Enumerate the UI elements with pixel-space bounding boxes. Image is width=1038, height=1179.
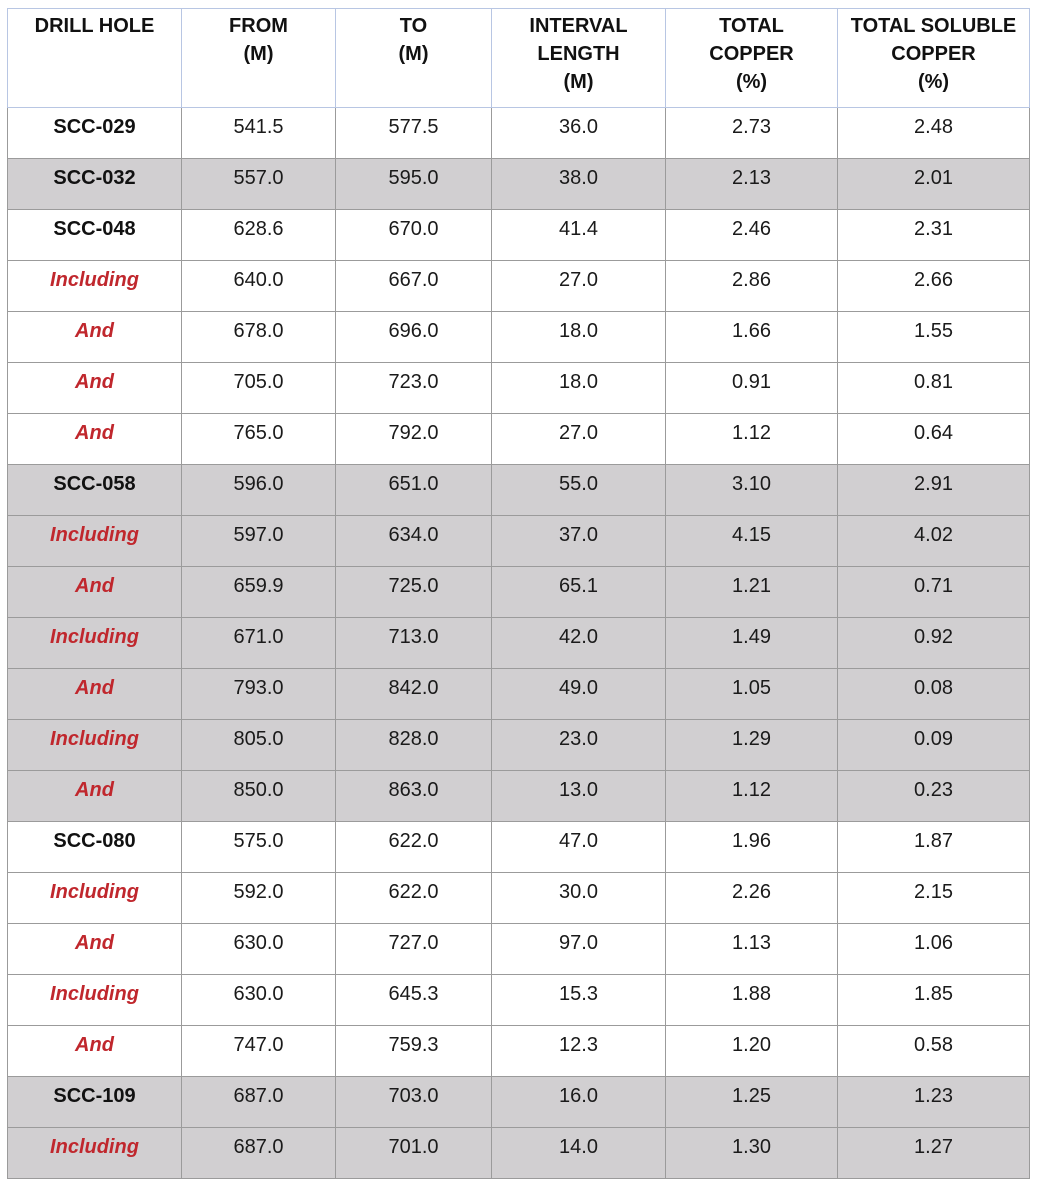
total-copper-cell: 1.05 [666, 669, 838, 720]
total-copper-cell: 2.13 [666, 159, 838, 210]
header-to: TO (M) [336, 9, 492, 108]
drill-hole-cell: SCC-032 [8, 159, 182, 210]
total-soluble-copper-cell: 0.92 [838, 618, 1030, 669]
total-soluble-copper-cell: 1.87 [838, 822, 1030, 873]
drill-hole-cell: SCC-109 [8, 1077, 182, 1128]
interval-length-cell: 47.0 [492, 822, 666, 873]
total-copper-cell: 1.20 [666, 1026, 838, 1077]
table-row [8, 822, 1030, 873]
to-cell: 759.3 [336, 1026, 492, 1077]
total-soluble-copper-cell: 2.48 [838, 108, 1030, 159]
drill-hole-cell: Including [8, 720, 182, 771]
total-copper-cell: 1.13 [666, 924, 838, 975]
interval-length-cell: 37.0 [492, 516, 666, 567]
total-copper-cell: 1.66 [666, 312, 838, 363]
table-row [8, 1077, 1030, 1128]
to-cell: 725.0 [336, 567, 492, 618]
to-cell: 667.0 [336, 261, 492, 312]
total-soluble-copper-cell: 0.09 [838, 720, 1030, 771]
total-soluble-copper-cell: 4.02 [838, 516, 1030, 567]
drill-hole-cell: SCC-058 [8, 465, 182, 516]
interval-length-cell: 65.1 [492, 567, 666, 618]
table-row [8, 516, 1030, 567]
to-cell: 595.0 [336, 159, 492, 210]
total-soluble-copper-cell: 2.31 [838, 210, 1030, 261]
interval-length-cell: 49.0 [492, 669, 666, 720]
table-row [8, 210, 1030, 261]
drill-hole-cell: Including [8, 975, 182, 1026]
drill-hole-cell: And [8, 414, 182, 465]
from-cell: 630.0 [182, 924, 336, 975]
total-soluble-copper-cell: 1.85 [838, 975, 1030, 1026]
total-copper-cell: 2.86 [666, 261, 838, 312]
table-row [8, 108, 1030, 159]
total-copper-cell: 1.49 [666, 618, 838, 669]
to-cell: 577.5 [336, 108, 492, 159]
table-row [8, 720, 1030, 771]
interval-length-cell: 14.0 [492, 1128, 666, 1179]
drill-results-table [7, 8, 1030, 1179]
interval-length-cell: 13.0 [492, 771, 666, 822]
from-cell: 687.0 [182, 1077, 336, 1128]
table-row [8, 924, 1030, 975]
to-cell: 703.0 [336, 1077, 492, 1128]
drill-hole-cell: And [8, 363, 182, 414]
table-row [8, 159, 1030, 210]
total-soluble-copper-cell: 1.06 [838, 924, 1030, 975]
from-cell: 671.0 [182, 618, 336, 669]
interval-length-cell: 38.0 [492, 159, 666, 210]
from-cell: 592.0 [182, 873, 336, 924]
interval-length-cell: 18.0 [492, 363, 666, 414]
drill-hole-cell: And [8, 669, 182, 720]
total-copper-cell: 2.73 [666, 108, 838, 159]
header-row [8, 9, 1030, 108]
total-copper-cell: 1.88 [666, 975, 838, 1026]
table-row [8, 771, 1030, 822]
table-row [8, 873, 1030, 924]
from-cell: 597.0 [182, 516, 336, 567]
from-cell: 805.0 [182, 720, 336, 771]
from-cell: 541.5 [182, 108, 336, 159]
total-copper-cell: 1.29 [666, 720, 838, 771]
interval-length-cell: 27.0 [492, 261, 666, 312]
total-soluble-copper-cell: 1.23 [838, 1077, 1030, 1128]
from-cell: 687.0 [182, 1128, 336, 1179]
to-cell: 842.0 [336, 669, 492, 720]
total-soluble-copper-cell: 1.27 [838, 1128, 1030, 1179]
drill-hole-cell: SCC-080 [8, 822, 182, 873]
footnote-cutoff [7, 1049, 807, 1054]
drill-hole-cell: And [8, 771, 182, 822]
from-cell: 747.0 [182, 1026, 336, 1077]
drill-hole-cell: SCC-029 [8, 108, 182, 159]
total-soluble-copper-cell: 0.23 [838, 771, 1030, 822]
total-copper-cell: 1.30 [666, 1128, 838, 1179]
drill-hole-cell: Including [8, 516, 182, 567]
total-copper-cell: 2.26 [666, 873, 838, 924]
interval-length-cell: 55.0 [492, 465, 666, 516]
from-cell: 659.9 [182, 567, 336, 618]
drill-hole-cell: Including [8, 261, 182, 312]
total-copper-cell: 1.21 [666, 567, 838, 618]
header-interval-length: INTERVAL LENGTH (M) [492, 9, 666, 108]
total-soluble-copper-cell: 0.08 [838, 669, 1030, 720]
total-copper-cell: 1.96 [666, 822, 838, 873]
header-from: FROM (M) [182, 9, 336, 108]
table-row [8, 312, 1030, 363]
table-header [8, 9, 1030, 108]
from-cell: 628.6 [182, 210, 336, 261]
table-row [8, 975, 1030, 1026]
drill-hole-cell: Including [8, 618, 182, 669]
total-copper-cell: 1.25 [666, 1077, 838, 1128]
from-cell: 678.0 [182, 312, 336, 363]
table-body [8, 108, 1030, 1179]
from-cell: 640.0 [182, 261, 336, 312]
table-row [8, 465, 1030, 516]
to-cell: 634.0 [336, 516, 492, 567]
table-row [8, 618, 1030, 669]
table-row [8, 363, 1030, 414]
to-cell: 828.0 [336, 720, 492, 771]
to-cell: 701.0 [336, 1128, 492, 1179]
total-soluble-copper-cell: 0.71 [838, 567, 1030, 618]
total-soluble-copper-cell: 2.66 [838, 261, 1030, 312]
interval-length-cell: 42.0 [492, 618, 666, 669]
total-soluble-copper-cell: 0.58 [838, 1026, 1030, 1077]
total-copper-cell: 1.12 [666, 771, 838, 822]
interval-length-cell: 97.0 [492, 924, 666, 975]
total-soluble-copper-cell: 2.01 [838, 159, 1030, 210]
header-total-copper: TOTAL COPPER (%) [666, 9, 838, 108]
from-cell: 765.0 [182, 414, 336, 465]
from-cell: 850.0 [182, 771, 336, 822]
to-cell: 670.0 [336, 210, 492, 261]
drill-hole-cell: Including [8, 1128, 182, 1179]
table-row [8, 414, 1030, 465]
drill-hole-cell: And [8, 924, 182, 975]
total-soluble-copper-cell: 0.64 [838, 414, 1030, 465]
table-row [8, 567, 1030, 618]
interval-length-cell: 12.3 [492, 1026, 666, 1077]
interval-length-cell: 41.4 [492, 210, 666, 261]
to-cell: 713.0 [336, 618, 492, 669]
total-soluble-copper-cell: 1.55 [838, 312, 1030, 363]
drill-hole-cell: And [8, 567, 182, 618]
from-cell: 630.0 [182, 975, 336, 1026]
drill-hole-cell: SCC-048 [8, 210, 182, 261]
from-cell: 575.0 [182, 822, 336, 873]
total-copper-cell: 1.12 [666, 414, 838, 465]
to-cell: 645.3 [336, 975, 492, 1026]
from-cell: 793.0 [182, 669, 336, 720]
to-cell: 727.0 [336, 924, 492, 975]
interval-length-cell: 18.0 [492, 312, 666, 363]
interval-length-cell: 15.3 [492, 975, 666, 1026]
interval-length-cell: 30.0 [492, 873, 666, 924]
from-cell: 596.0 [182, 465, 336, 516]
total-copper-cell: 3.10 [666, 465, 838, 516]
to-cell: 651.0 [336, 465, 492, 516]
header-total-soluble-copper: TOTAL SOLUBLE COPPER (%) [838, 9, 1030, 108]
interval-length-cell: 27.0 [492, 414, 666, 465]
drill-hole-cell: And [8, 1026, 182, 1077]
to-cell: 792.0 [336, 414, 492, 465]
table-row [8, 669, 1030, 720]
drill-hole-cell: And [8, 312, 182, 363]
interval-length-cell: 23.0 [492, 720, 666, 771]
total-copper-cell: 2.46 [666, 210, 838, 261]
total-soluble-copper-cell: 0.81 [838, 363, 1030, 414]
total-soluble-copper-cell: 2.91 [838, 465, 1030, 516]
table-row [8, 261, 1030, 312]
total-soluble-copper-cell: 2.15 [838, 873, 1030, 924]
to-cell: 622.0 [336, 873, 492, 924]
to-cell: 723.0 [336, 363, 492, 414]
drill-hole-cell: Including [8, 873, 182, 924]
from-cell: 705.0 [182, 363, 336, 414]
total-copper-cell: 0.91 [666, 363, 838, 414]
to-cell: 696.0 [336, 312, 492, 363]
from-cell: 557.0 [182, 159, 336, 210]
total-copper-cell: 4.15 [666, 516, 838, 567]
to-cell: 863.0 [336, 771, 492, 822]
header-drill-hole: DRILL HOLE [8, 9, 182, 108]
to-cell: 622.0 [336, 822, 492, 873]
interval-length-cell: 36.0 [492, 108, 666, 159]
interval-length-cell: 16.0 [492, 1077, 666, 1128]
table-row [8, 1128, 1030, 1179]
